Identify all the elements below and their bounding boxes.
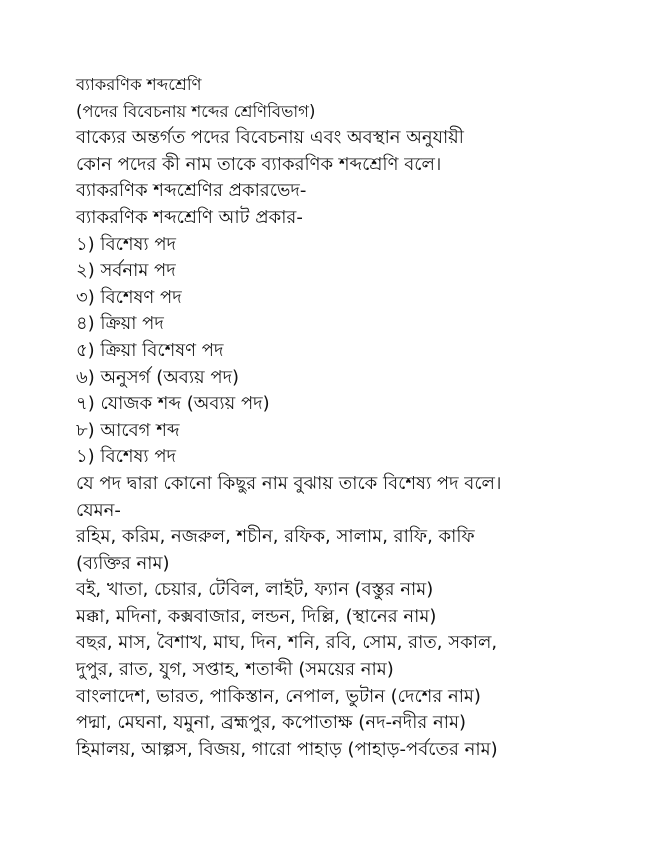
example-line: মক্কা, মদিনা, কক্সবাজার, লন্ডন, দিল্লি, (স্থানের নাম) (76, 605, 437, 627)
document-text (76, 72, 636, 763)
section-heading: ১) বিশেষ্য পদ (76, 446, 177, 468)
example-line: পদ্মা, মেঘনা, যমুনা, ব্রহ্মপুর, কপোতাক্ষ (নদ-নদীর নাম) (76, 712, 466, 734)
example-line: হিমালয়, আল্পস, বিজয়, গারো পাহাড় (পাহাড়-পর্বতের নাম) (76, 738, 498, 760)
example-line: বই, খাতা, চেয়ার, টেবিল, লাইট, ফ্যান (বস্তুর নাম) (76, 579, 434, 601)
document-title: ব্যাকরণিক শব্দশ্রেণি (76, 75, 202, 94)
list-item: ১) বিশেষ্য পদ (76, 233, 177, 255)
text-line: বাক্যের অন্তর্গত পদের বিবেচনায় এবং অবস্থান অনুযায়ী (76, 127, 464, 149)
example-line: দুপুর, রাত, যুগ, সপ্তাহ, শতাব্দী (সময়ের নাম) (76, 659, 394, 681)
list-item: ৬) অনুসর্গ (অব্যয় পদ) (76, 366, 240, 388)
text-line: কোন পদের কী নাম তাকে ব্যাকরণিক শব্দশ্রেণি বলে। (76, 153, 442, 175)
list-item: ৮) আবেগ শব্দ (76, 419, 180, 441)
document-subtitle: (পদের বিবেচনায় শব্দের শ্রেণিবিভাগ) (76, 101, 316, 121)
example-line: (ব্যক্তির নাম) (76, 552, 170, 574)
list-item: ৪) ক্রিয়া পদ (76, 313, 164, 335)
list-item: ৭) যোজক শব্দ (অব্যয় পদ) (76, 393, 270, 415)
definition-line: যে পদ দ্বারা কোনো কিছুর নাম বুঝায় তাকে বিশেষ্য পদ বলে। (76, 472, 502, 494)
example-line: রহিম, করিম, নজরুল, শচীন, রফিক, সালাম, রাফি, কাফি (76, 526, 475, 548)
list-item: ৫) ক্রিয়া বিশেষণ পদ (76, 339, 224, 361)
list-item: ২) সর্বনাম পদ (76, 260, 176, 282)
example-line: বছর, মাস, বৈশাখ, মাঘ, দিন, শনি, রবি, সোম, রাত, সকাল, (76, 632, 498, 654)
text-line: যেমন- (76, 499, 121, 521)
text-line: ব্যাকরণিক শব্দশ্রেণি আট প্রকার- (76, 206, 303, 228)
example-line: বাংলাদেশ, ভারত, পাকিস্তান, নেপাল, ভুটান (দেশের নাম) (76, 685, 481, 707)
list-item: ৩) বিশেষণ পদ (76, 286, 182, 308)
section-heading: ব্যাকরণিক শব্দশ্রেণির প্রকারভেদ- (76, 180, 307, 202)
